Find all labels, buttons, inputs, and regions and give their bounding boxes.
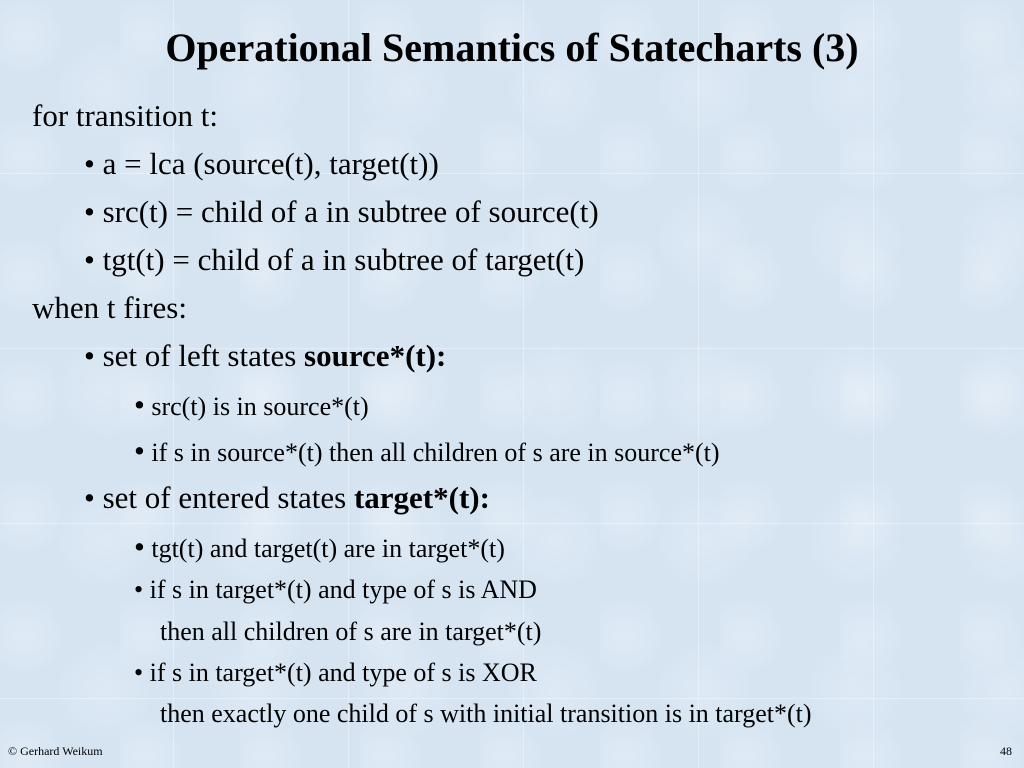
sub-bullet-text: if s in source*(t) then all children of s are in source*(t): [151, 438, 720, 467]
fires-intro: when t fires:: [32, 290, 187, 325]
slide-title: Operational Semantics of Statecharts (3): [165, 25, 859, 70]
bullet-left-states-prefix: • set of left states: [84, 338, 305, 373]
sub-bullet-xor-type: • if s in target*(t) and type of s is XOR: [134, 658, 537, 687]
sub-bullet-dot: •: [134, 387, 145, 422]
source-star-label: source*(t):: [304, 338, 447, 373]
sub-bullet-xor-continuation: then exactly one child of s with initial transition is in target*(t): [160, 699, 812, 728]
sub-bullet-src-in-source: [134, 388, 369, 424]
target-star-label: target*(t):: [353, 480, 490, 515]
sub-bullet-text: tgt(t) and target(t) are in target*(t): [151, 534, 505, 563]
transition-intro: for transition t:: [32, 98, 218, 133]
bullet-tgt: • tgt(t) = child of a in subtree of target(t): [84, 242, 585, 277]
copyright-footer: © Gerhard Weikum: [8, 744, 103, 758]
sub-bullet-text: src(t) is in source*(t): [151, 392, 369, 421]
sub-bullet-dot: •: [134, 433, 145, 468]
bullet-entered-states-prefix: • set of entered states: [84, 480, 354, 515]
bullet-src: • src(t) = child of a in subtree of source(t): [84, 194, 599, 229]
page-number: 48: [1000, 744, 1012, 758]
bullet-lca: • a = lca (source(t), target(t)): [84, 146, 439, 181]
sub-bullet-tgt-in-target: [134, 530, 505, 566]
sub-bullet-children-source: [134, 434, 720, 470]
sub-bullet-and-continuation: then all children of s are in target*(t): [160, 617, 542, 646]
sub-bullet-and-type: • if s in target*(t) and type of s is AND: [134, 575, 537, 604]
sub-bullet-dot: •: [134, 529, 145, 564]
bullet-entered-states: [84, 479, 490, 517]
bullet-left-states: [84, 337, 446, 375]
